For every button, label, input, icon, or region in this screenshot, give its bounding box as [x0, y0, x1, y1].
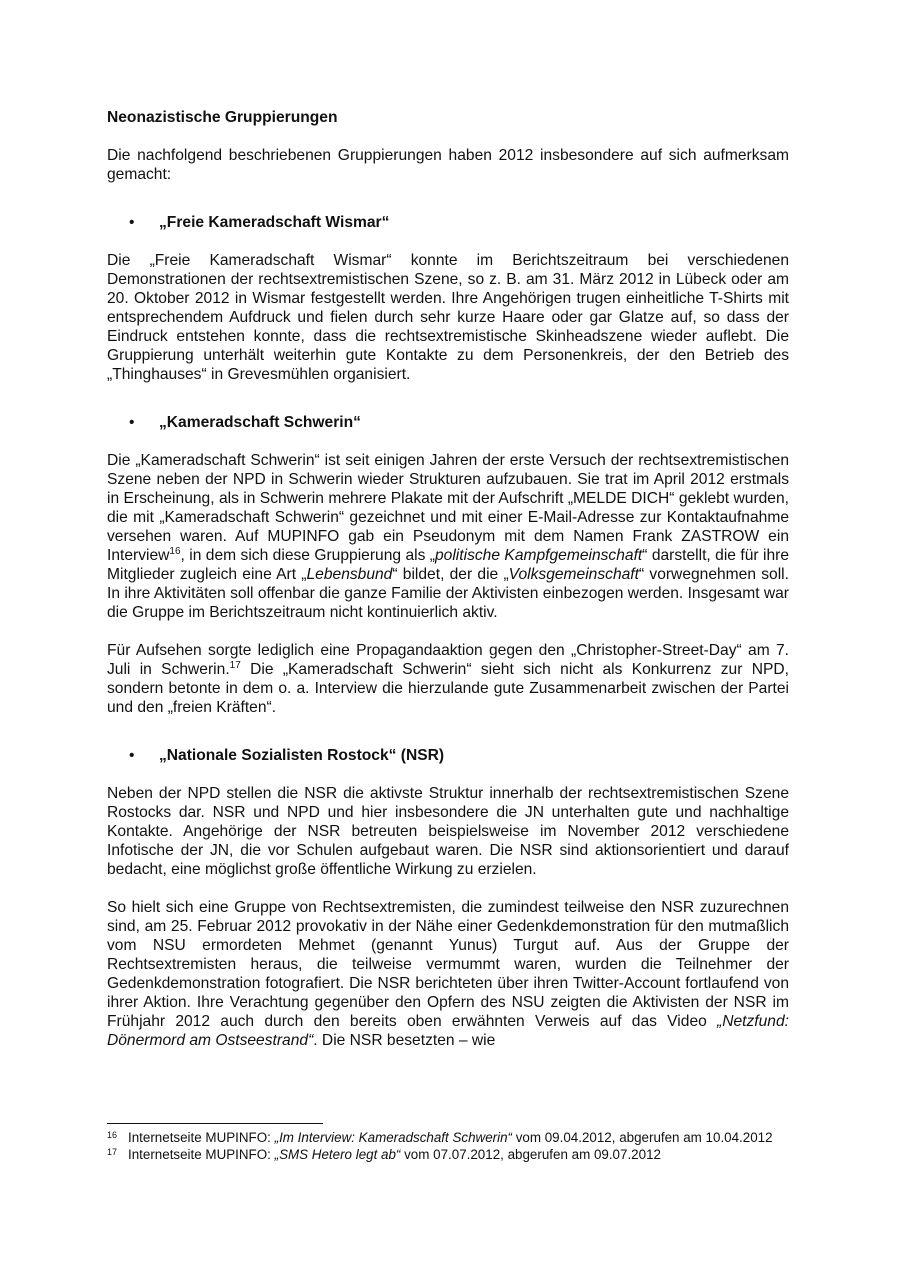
text-run: Für Aufsehen sorgte lediglich eine Propagandaaktion gegen den „Christopher-Street-Day“ am 7. Juli in Schwerin.	[107, 642, 789, 678]
footnote-number: 16	[107, 1130, 118, 1140]
emphasis-text: politische Kampfgemeinschaft	[435, 547, 643, 564]
footnote-reference[interactable]: 16	[169, 545, 181, 557]
bullet-icon: •	[129, 747, 135, 764]
paragraph-schwerin-2	[107, 641, 789, 717]
paragraph-schwerin-1	[107, 451, 789, 622]
intro-paragraph: Die nachfolgend beschriebenen Gruppierungen haben 2012 insbesondere auf sich aufmerksam gemacht:	[107, 147, 789, 183]
emphasis-text: „Netzfund: Dönermord am Ostseestrand“	[107, 1013, 789, 1049]
subheading-text: „Kameradschaft Schwerin“	[159, 414, 361, 431]
text-run: “ bildet, der die „	[392, 566, 509, 583]
bullet-icon: •	[129, 214, 135, 231]
text-run: “ vorwegnehmen soll. In ihre Aktivitäten soll offenbar die ganze Familie der Aktivisten einbezogen werden. Insgesamt war die Gruppe im Berichtszeitraum nicht kontinuierlich aktiv.	[107, 566, 789, 621]
footnote-reference[interactable]: 17	[229, 659, 241, 671]
text-run: , in dem sich diese Gruppierung als „	[180, 547, 435, 564]
footnote-number: 17	[107, 1146, 118, 1157]
emphasis-text: Volksgemeinschaft	[508, 566, 639, 583]
paragraph-rostock-1: Neben der NPD stellen die NSR die aktivste Struktur innerhalb der rechtsextremistischen Szene Rostocks dar. NSR und NPD und hier insbesondere die JN unterhalten gute und nachhaltige Kontakte. Angehörige der NSR betreuten beispielsweise im November 2012 verschiedene Infotische der JN, die vor Schulen aufgebaut waren. Die NSR sind aktionsorientiert und darauf bedacht, eine möglichst große öffentliche Wirkung zu erzielen.	[107, 785, 789, 878]
footnote-item	[107, 1147, 789, 1164]
text-run: . Die NSR besetzten – wie	[313, 1032, 496, 1049]
text-run: Die „Kameradschaft Schwerin“ ist seit einigen Jahren der erste Versuch der rechtsextremistischen Szene neben der NPD in Schwerin wieder Strukturen aufzubauen. Sie trat im April 2012 erstmals in Erscheinung, als in Schwerin mehrere Plakate mit der Aufschrift „MELDE DICH“ geklebt wurden, die mit „Kameradschaft Schwerin“ gezeichnet und mit einer E-Mail-Adresse zur Kontaktaufnahme versehen waren. Auf MUPINFO gab ein Pseudonym mit dem Namen Frank ZASTROW ein Interview	[107, 452, 789, 564]
subheading-text: „Freie Kameradschaft Wismar“	[159, 214, 390, 231]
text-run: vom 09.04.2012, abgerufen am 10.04.2012	[512, 1130, 773, 1145]
text-run: Internetseite MUPINFO:	[128, 1130, 275, 1145]
footnote-separator	[107, 1123, 323, 1124]
footnotes	[107, 1130, 789, 1163]
text-run: vom 07.07.2012, abgerufen am 09.07.2012	[400, 1146, 661, 1162]
bullet-icon: •	[129, 414, 135, 431]
paragraph-rostock-2	[107, 898, 789, 1050]
footnote-item	[107, 1130, 789, 1147]
subheading-text: „Nationale Sozialisten Rostock“ (NSR)	[159, 747, 445, 764]
text-run: So hielt sich eine Gruppe von Rechtsextremisten, die zumindest teilweise den NSR zuzurechnen sind, am 25. Februar 2012 provokativ in der Nähe einer Gedenkdemonstration für den mutmaßlich vom NSU ermordeten Mehmet (genannt Yunus) Turgut auf. Aus der Gruppe der Rechtsextremisten heraus, die teilweise vermummt waren, wurden die Teilnehmer der Gedenkdemonstration fotografiert. Die NSR berichteten über ihren Twitter-Account fortlaufend von ihrer Aktion. Ihre Verachtung gegenüber den Opfern des NSU zeigten die Aktivisten der NSR im Frühjahr 2012 auch durch den bereits oben erwähnten Verweis auf das Video	[107, 899, 789, 1030]
document-body	[107, 108, 789, 1050]
subheading-kameradschaft-schwerin	[107, 413, 789, 432]
emphasis-text: „SMS Hetero legt ab“	[274, 1146, 401, 1162]
text-run: “ darstellt, die für ihre Mitglieder zugleich eine Art „	[107, 547, 789, 583]
paragraph-wismar: Die „Freie Kameradschaft Wismar“ konnte im Berichtszeitraum bei verschiedenen Demonstrationen der rechtsextremistischen Szene, so z. B. am 31. März 2012 in Lübeck oder am 20. Oktober 2012 in Wismar festgestellt werden. Ihre Angehörigen trugen einheitliche T-Shirts mit entsprechendem Aufdruck und fielen durch sehr kurze Haare oder gar Glatze auf, so dass der Eindruck entstehen konnte, dass die rechtsextremistische Skinheadszene wieder auflebt. Die Gruppierung unterhält weiterhin gute Kontakte zu dem Personenkreis, der den Betrieb des „Thinghauses“ in Grevesmühlen organisiert.	[107, 252, 789, 383]
emphasis-text: Lebensbund	[306, 566, 393, 583]
subheading-freie-kameradschaft-wismar	[107, 213, 789, 232]
subheading-nationale-sozialisten-rostock	[107, 746, 789, 765]
section-heading: Neonazistische Gruppierungen	[107, 109, 338, 126]
text-run: Die „Kameradschaft Schwerin“ sieht sich nicht als Konkurrenz zur NPD, sondern betonte in dem o. a. Interview die hierzulande gute Zusammenarbeit zwischen der Partei und den „freien Kräften“.	[107, 661, 789, 716]
text-run: Internetseite MUPINFO:	[128, 1146, 275, 1162]
emphasis-text: „Im Interview: Kameradschaft Schwerin“	[274, 1130, 512, 1145]
